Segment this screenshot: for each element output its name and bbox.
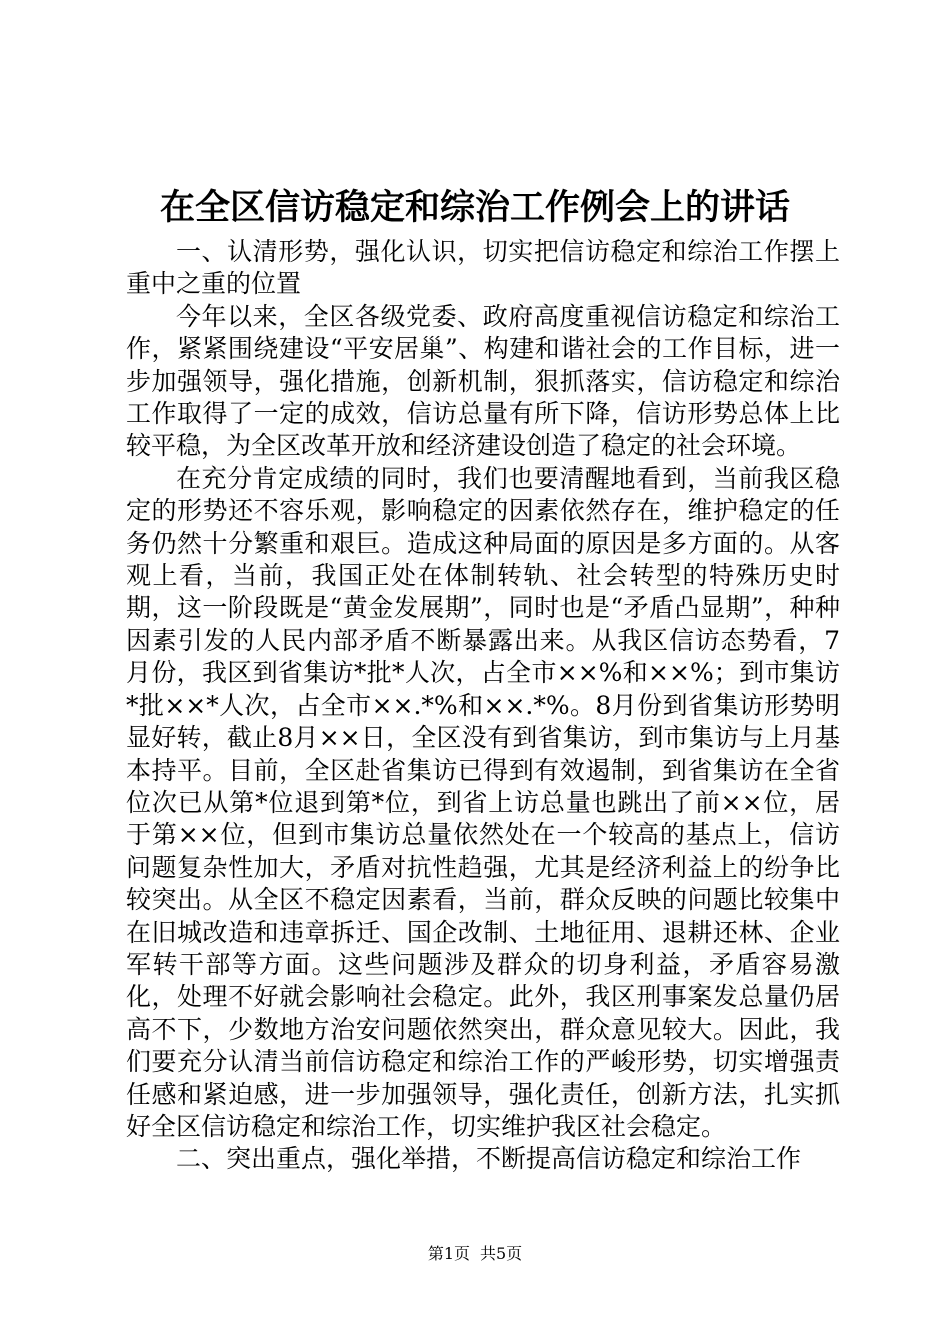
paragraph-1: 今年以来，全区各级党委、政府高度重视信访稳定和综治工作，紧紧围绕建设“平安居巢”、构建和谐社会的工作目标，进一步加强领导，强化措施，创新机制，狠抓落实，信访稳定和综治工作取得了一定的成效，信访总量有所下降，信访形势总体上比较平稳，为全区改革开放和经济建设创造了稳定的社会环境。	[126, 301, 840, 461]
document-body	[126, 236, 840, 1176]
section-heading-1: 一、认清形势，强化认识，切实把信访稳定和综治工作摆上重中之重的位置	[126, 237, 840, 299]
document-title: 在全区信访稳定和综治工作例会上的讲话	[159, 188, 790, 228]
section-heading-2: 二、突出重点，强化举措，不断提高信访稳定和综治工作	[176, 1144, 802, 1174]
page-footer	[0, 1242, 950, 1266]
page-number: 第1页	[427, 1244, 470, 1263]
page-total: 共5页	[480, 1244, 523, 1263]
paragraph-2: 在充分肯定成绩的同时，我们也要清醒地看到，当前我区稳定的形势还不容乐观，影响稳定的因素依然存在，维护稳定的任务仍然十分繁重和艰巨。造成这种局面的原因是多方面的。从客观上看，当前，我国正处在体制转轨、社会转型的特殊历史时期，这一阶段既是“黄金发展期”，同时也是“矛盾凸显期”，种种因素引发的人民内部矛盾不断暴露出来。从我区信访态势看，7月份，我区到省集访*批*人次，占全市××%和××%；到市集访*批××*人次，占全市××.*%和××.*%。8月份到省集访形势明显好转，截止8月××日，全区没有到省集访，到市集访与上月基本持平。目前，全区赴省集访已得到有效遏制，到省集访在全省位次已从第*位退到第*位，到省上访总量也跳出了前××位，居于第××位，但到市集访总量依然处在一个较高的基点上，信访问题复杂性加大，矛盾对抗性趋强，尤其是经济利益上的纷争比较突出。从全区不稳定因素看，当前，群众反映的问题比较集中在旧城改造和违章拆迁、国企改制、土地征用、退耕还林、企业军转干部等方面。这些问题涉及群众的切身利益，矛盾容易激化，处理不好就会影响社会稳定。此外，我区刑事案发总量仍居高不下，少数地方治安问题依然突出，群众意见较大。因此，我们要充分认清当前信访稳定和综治工作的严峻形势，切实增强责任感和紧迫感，进一步加强领导，强化责任，创新方法，扎实抓好全区信访稳定和综治工作，切实维护我区社会稳定。	[126, 463, 840, 1141]
